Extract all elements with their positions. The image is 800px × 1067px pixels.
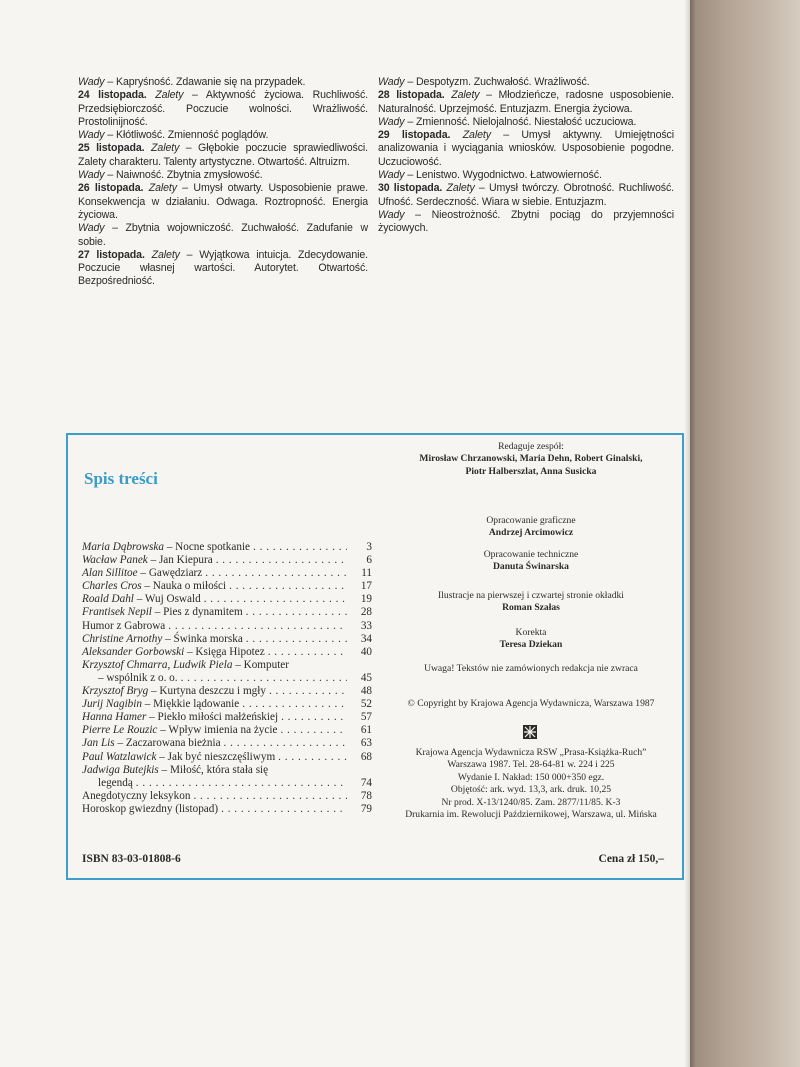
horoscope-text: – Kłótliwość. Zmienność poglądów. <box>104 129 269 142</box>
toc-author: Christine Arnothy <box>82 632 163 645</box>
toc-page-number: 45 <box>360 671 372 684</box>
toc-title-text: – Wpływ imienia na życie <box>157 724 278 737</box>
toc-leader-dots <box>242 698 347 710</box>
publisher-logo-icon <box>523 725 537 739</box>
toc-entry <box>82 790 372 803</box>
horoscope-paragraph <box>78 249 368 289</box>
toc-leader-dots <box>181 672 347 684</box>
toc-author: Jurij Nagibin <box>82 698 142 711</box>
toc-leader-dots <box>278 751 347 763</box>
toc-entry <box>82 593 372 606</box>
toc-page-number: 19 <box>360 593 372 606</box>
toc-title-text: – Piekło miłości małżeńskiej <box>146 711 279 724</box>
toc-leader-dots <box>221 803 347 815</box>
toc-page-number: 79 <box>360 802 372 815</box>
toc-title-text: – Kurtyna deszczu i mgły <box>148 685 266 698</box>
horoscope-paragraph <box>378 129 674 169</box>
toc-entry <box>82 646 372 659</box>
toc-entry-continuation <box>82 777 372 790</box>
toc-entry <box>82 737 372 750</box>
toc-title-text: – Wuj Oswald <box>133 593 201 606</box>
horoscope-text: – Kapryśność. Zdawanie się na przypadek. <box>104 76 306 88</box>
toc-entry <box>82 541 372 554</box>
illustration-label: Ilustracje na pierwszej i czwartej stronie okładki <box>438 590 624 601</box>
publisher-line: Wydanie I. Nakład: 150 000+350 egz. <box>457 771 605 783</box>
toc-author: Frantisek Nepil <box>82 606 152 619</box>
toc-entry <box>82 620 372 633</box>
toc-page-number: 33 <box>360 619 372 632</box>
horoscope-label: Wady <box>378 76 405 88</box>
horoscope-paragraph <box>78 222 368 249</box>
toc-entry <box>82 659 372 672</box>
cover-edge <box>690 0 800 1067</box>
editors-line: Mirosław Chrzanowski, Maria Dehn, Robert Ginalski, <box>419 453 643 465</box>
publisher-line: Krajowa Agencja Wydawnicza RSW „Prasa-Książka-Ruch” <box>415 747 647 758</box>
toc-title-text: – Gawędziarz <box>137 567 203 580</box>
horoscope-date: 29 listopada. <box>378 129 451 142</box>
toc-leader-dots <box>269 685 347 697</box>
toc-title-text: – Miękkie lądowanie <box>141 698 240 711</box>
horoscope-date: 30 listopada. <box>378 182 443 195</box>
toc-entry <box>82 803 372 816</box>
horoscope-paragraph <box>378 169 674 182</box>
toc-page-number: 74 <box>360 776 372 789</box>
horoscope-paragraph <box>78 89 368 129</box>
toc-entry <box>82 567 372 580</box>
notice-text: Uwaga! Tekstów nie zamówionych redakcja nie zwraca <box>424 663 638 674</box>
toc-entry <box>82 685 372 698</box>
toc-page-number: 6 <box>366 554 372 567</box>
toc-author: Charles Cros <box>82 580 142 593</box>
toc-title-text: – Nocne spotkanie <box>163 541 251 553</box>
toc-leader-dots <box>224 737 347 749</box>
toc-leader-dots <box>268 646 347 658</box>
horoscope-label: Zalety <box>148 182 177 195</box>
horoscope-paragraph <box>78 76 368 89</box>
horoscope-column-left <box>78 76 368 289</box>
toc-page-number: 11 <box>361 567 372 580</box>
horoscope-label: Zalety <box>446 182 475 195</box>
toc-author: Krzysztof Bryg <box>82 685 149 698</box>
horoscope-label: Wady <box>378 208 405 221</box>
horoscope-text: – Głębokie poczucie sprawiedliwości. Zalety charakteru. Talenty artystyczne. Otwartość. Altruizm. <box>78 142 369 168</box>
horoscope-label: Zalety <box>462 129 491 142</box>
toc-title-text: – Świnka morska <box>162 632 243 645</box>
toc-title-text: Humor z Gabrowa <box>82 619 166 632</box>
graphic-name: Andrzej Arcimowicz <box>488 527 574 539</box>
horoscope-column-right <box>378 76 674 236</box>
toc-title-text: legendą <box>98 776 133 789</box>
horoscope-text: – Zmienność. Nielojalność. Niestałość uczuciowa. <box>404 115 637 128</box>
toc-author: Wacław Panek <box>82 554 148 567</box>
toc-title-text: Anegdotyczny leksykon <box>82 789 191 802</box>
toc-title-text: – Księga Hipotez <box>184 645 265 658</box>
horoscope-text: – Despotyzm. Zuchwałość. Wrażliwość. <box>404 76 590 88</box>
toc-leader-dots <box>246 606 347 618</box>
toc-leader-dots <box>204 593 347 605</box>
horoscope-date: 27 listopada. <box>78 248 145 261</box>
toc-author: Jan Lis <box>82 737 115 750</box>
horoscope-text: – Umysł otwarty. Usposobienie prawe. Konsekwencja w działaniu. Odwaga. Roztropność. Energia życiowa. <box>78 182 369 221</box>
horoscope-text: – Naiwność. Zbytnia zmysłowość. <box>104 169 263 182</box>
toc-page-number: 61 <box>360 724 372 737</box>
horoscope-date: 24 listopada. <box>78 89 147 102</box>
toc-entry <box>82 751 372 764</box>
toc-title-text: – Nauka o miłości <box>141 580 227 593</box>
toc-title-text: – Miłość, która stała się <box>158 763 269 776</box>
horoscope-label: Zalety <box>151 248 180 261</box>
toc-entry <box>82 711 372 724</box>
horoscope-text: – Wyjątkowa intuicja. Zdecydowanie. Poczucie własnej wartości. Autorytet. Otwartość. Bezpośredniość. <box>78 248 369 288</box>
horoscope-text: – Umysł aktywny. Umiejętności analizowania i wyciągania wniosków. Usposobienie pogodne. Uczuciowość. <box>378 129 675 168</box>
toc-page-number: 52 <box>360 698 372 711</box>
horoscope-text: – Aktywność życiowa. Ruchliwość. Przedsiębiorczość. Poczucie wolności. Wrażliwość. Prostolinijność. <box>78 89 368 128</box>
horoscope-date: 26 listopada. <box>78 182 144 195</box>
horoscope-label: Zalety <box>151 142 180 155</box>
toc-page-number: 3 <box>366 541 372 553</box>
tech-label: Opracowanie techniczne <box>483 549 579 560</box>
toc-title: Spis treści <box>84 469 158 488</box>
toc-title-text: – Zaczarowana bieżnia <box>114 737 221 750</box>
publisher-line: Nr prod. X-13/1240/85. Zam. 2877/11/85. K-3 <box>441 796 621 808</box>
toc-entry <box>82 580 372 593</box>
toc-author: Krzysztof Chmarra, Ludwik Piela <box>82 658 233 671</box>
toc-author: Maria Dąbrowska <box>82 541 164 553</box>
proof-label: Korekta <box>515 627 547 638</box>
horoscope-paragraph <box>378 89 674 116</box>
toc-leader-dots <box>253 541 347 553</box>
horoscope-paragraph <box>378 116 674 129</box>
toc-leader-dots <box>280 724 347 736</box>
toc-page-number: 34 <box>360 632 372 645</box>
toc-entry <box>82 554 372 567</box>
proof-name: Teresa Dziekan <box>499 639 563 651</box>
toc-leader-dots <box>136 777 347 789</box>
toc-title-text: – Jan Kiepura <box>147 554 213 567</box>
tech-name: Danuta Świnarska <box>493 561 569 573</box>
publisher-line: Drukarnia im. Rewolucji Październikowej, Warszawa, ul. Mińska <box>405 809 657 821</box>
publisher-line: Warszawa 1987. Tel. 28-64-81 w. 224 i 225 <box>447 759 615 771</box>
toc-page-number: 57 <box>360 711 372 724</box>
horoscope-text: – Zbytnia wojowniczość. Zuchwałość. Zadufanie w sobie. <box>78 222 368 248</box>
toc-page-number: 78 <box>360 789 372 802</box>
toc-leader-dots <box>193 790 347 802</box>
horoscope-date: 28 listopada. <box>378 89 445 102</box>
table-of-contents <box>82 541 372 816</box>
toc-entry <box>82 698 372 711</box>
horoscope-date: 25 listopada. <box>78 142 145 155</box>
toc-title-text: Horoskop gwiezdny (listopad) <box>82 802 219 815</box>
horoscope-text: – Umysł twórczy. Obrotność. Ruchliwość. Ufność. Serdeczność. Wiara w siebie. Entuzjazm. <box>378 182 674 208</box>
horoscope-text: – Nieostrożność. Zbytni pociąg do przyjemności życiowych. <box>378 208 674 235</box>
toc-leader-dots <box>246 633 347 645</box>
horoscope-label: Zalety <box>155 89 184 102</box>
toc-leader-dots <box>205 567 347 579</box>
horoscope-paragraph <box>78 129 368 142</box>
toc-entry <box>82 633 372 646</box>
editors-line: Piotr Halberszlat, Anna Susicka <box>465 465 597 477</box>
horoscope-label: Wady <box>78 169 105 182</box>
toc-page-number: 63 <box>360 737 372 750</box>
toc-title-text: – Komputer <box>232 658 289 671</box>
toc-entry <box>82 606 372 619</box>
toc-entry-continuation <box>82 672 372 685</box>
horoscope-label: Zalety <box>451 89 480 102</box>
toc-leader-dots <box>229 580 347 592</box>
toc-title-text: – Pies z dynamitem <box>151 606 243 619</box>
toc-author: Aleksander Gorbowski <box>82 645 185 658</box>
graphic-label: Opracowanie graficzne <box>486 515 576 526</box>
editors-label: Redaguje zespół: <box>498 441 564 452</box>
toc-page-number: 48 <box>360 685 372 698</box>
toc-author: Jadwiga Butejkis <box>82 763 159 776</box>
toc-entry <box>82 764 372 777</box>
copyright-text: © Copyright by Krajowa Agencja Wydawnicza, Warszawa 1987 <box>407 698 655 709</box>
toc-title-text: – Jak być nieszczęśliwym <box>156 750 276 763</box>
horoscope-text: – Młodzieńcze, radosne usposobienie. Naturalność. Uprzejmość. Entuzjazm. Energia życiowa. <box>378 89 675 115</box>
horoscope-paragraph <box>78 142 368 169</box>
horoscope-label: Wady <box>378 169 405 182</box>
toc-page-number: 40 <box>360 645 372 658</box>
toc-author: Paul Watzlawick <box>82 750 157 763</box>
toc-leader-dots <box>216 554 347 566</box>
info-box <box>66 433 684 880</box>
toc-page-number: 28 <box>360 606 372 619</box>
horoscope-paragraph <box>78 169 368 182</box>
toc-author: Hanna Hamer <box>82 711 147 724</box>
horoscope-paragraph <box>378 182 674 209</box>
toc-leader-dots <box>281 711 347 723</box>
toc-author: Roald Dahl <box>82 593 134 606</box>
publisher-line: Objętość: ark. wyd. 13,3, ark. druk. 10,25 <box>450 784 612 796</box>
toc-author: Alan Sillitoe <box>82 567 138 580</box>
horoscope-paragraph <box>378 209 674 236</box>
horoscope-label: Wady <box>78 76 105 88</box>
horoscope-label: Wady <box>78 129 105 142</box>
horoscope-label: Wady <box>78 222 105 235</box>
horoscope-label: Wady <box>378 115 405 128</box>
horoscope-paragraph <box>78 182 368 222</box>
isbn: ISBN 83-03-01808-6 <box>82 853 181 865</box>
price: Cena zł 150,– <box>598 853 664 865</box>
toc-author: Pierre Le Rouzic <box>82 724 158 737</box>
horoscope-text: – Lenistwo. Wygodnictwo. Łatwowierność. <box>404 169 602 182</box>
toc-leader-dots <box>168 620 347 632</box>
toc-page-number: 68 <box>360 750 372 763</box>
illustration-name: Roman Szałas <box>502 602 560 614</box>
toc-page-number: 17 <box>360 580 372 593</box>
horoscope-paragraph <box>378 76 674 89</box>
toc-entry <box>82 724 372 737</box>
toc-title-text: – wspólnik z o. o. <box>98 671 178 684</box>
